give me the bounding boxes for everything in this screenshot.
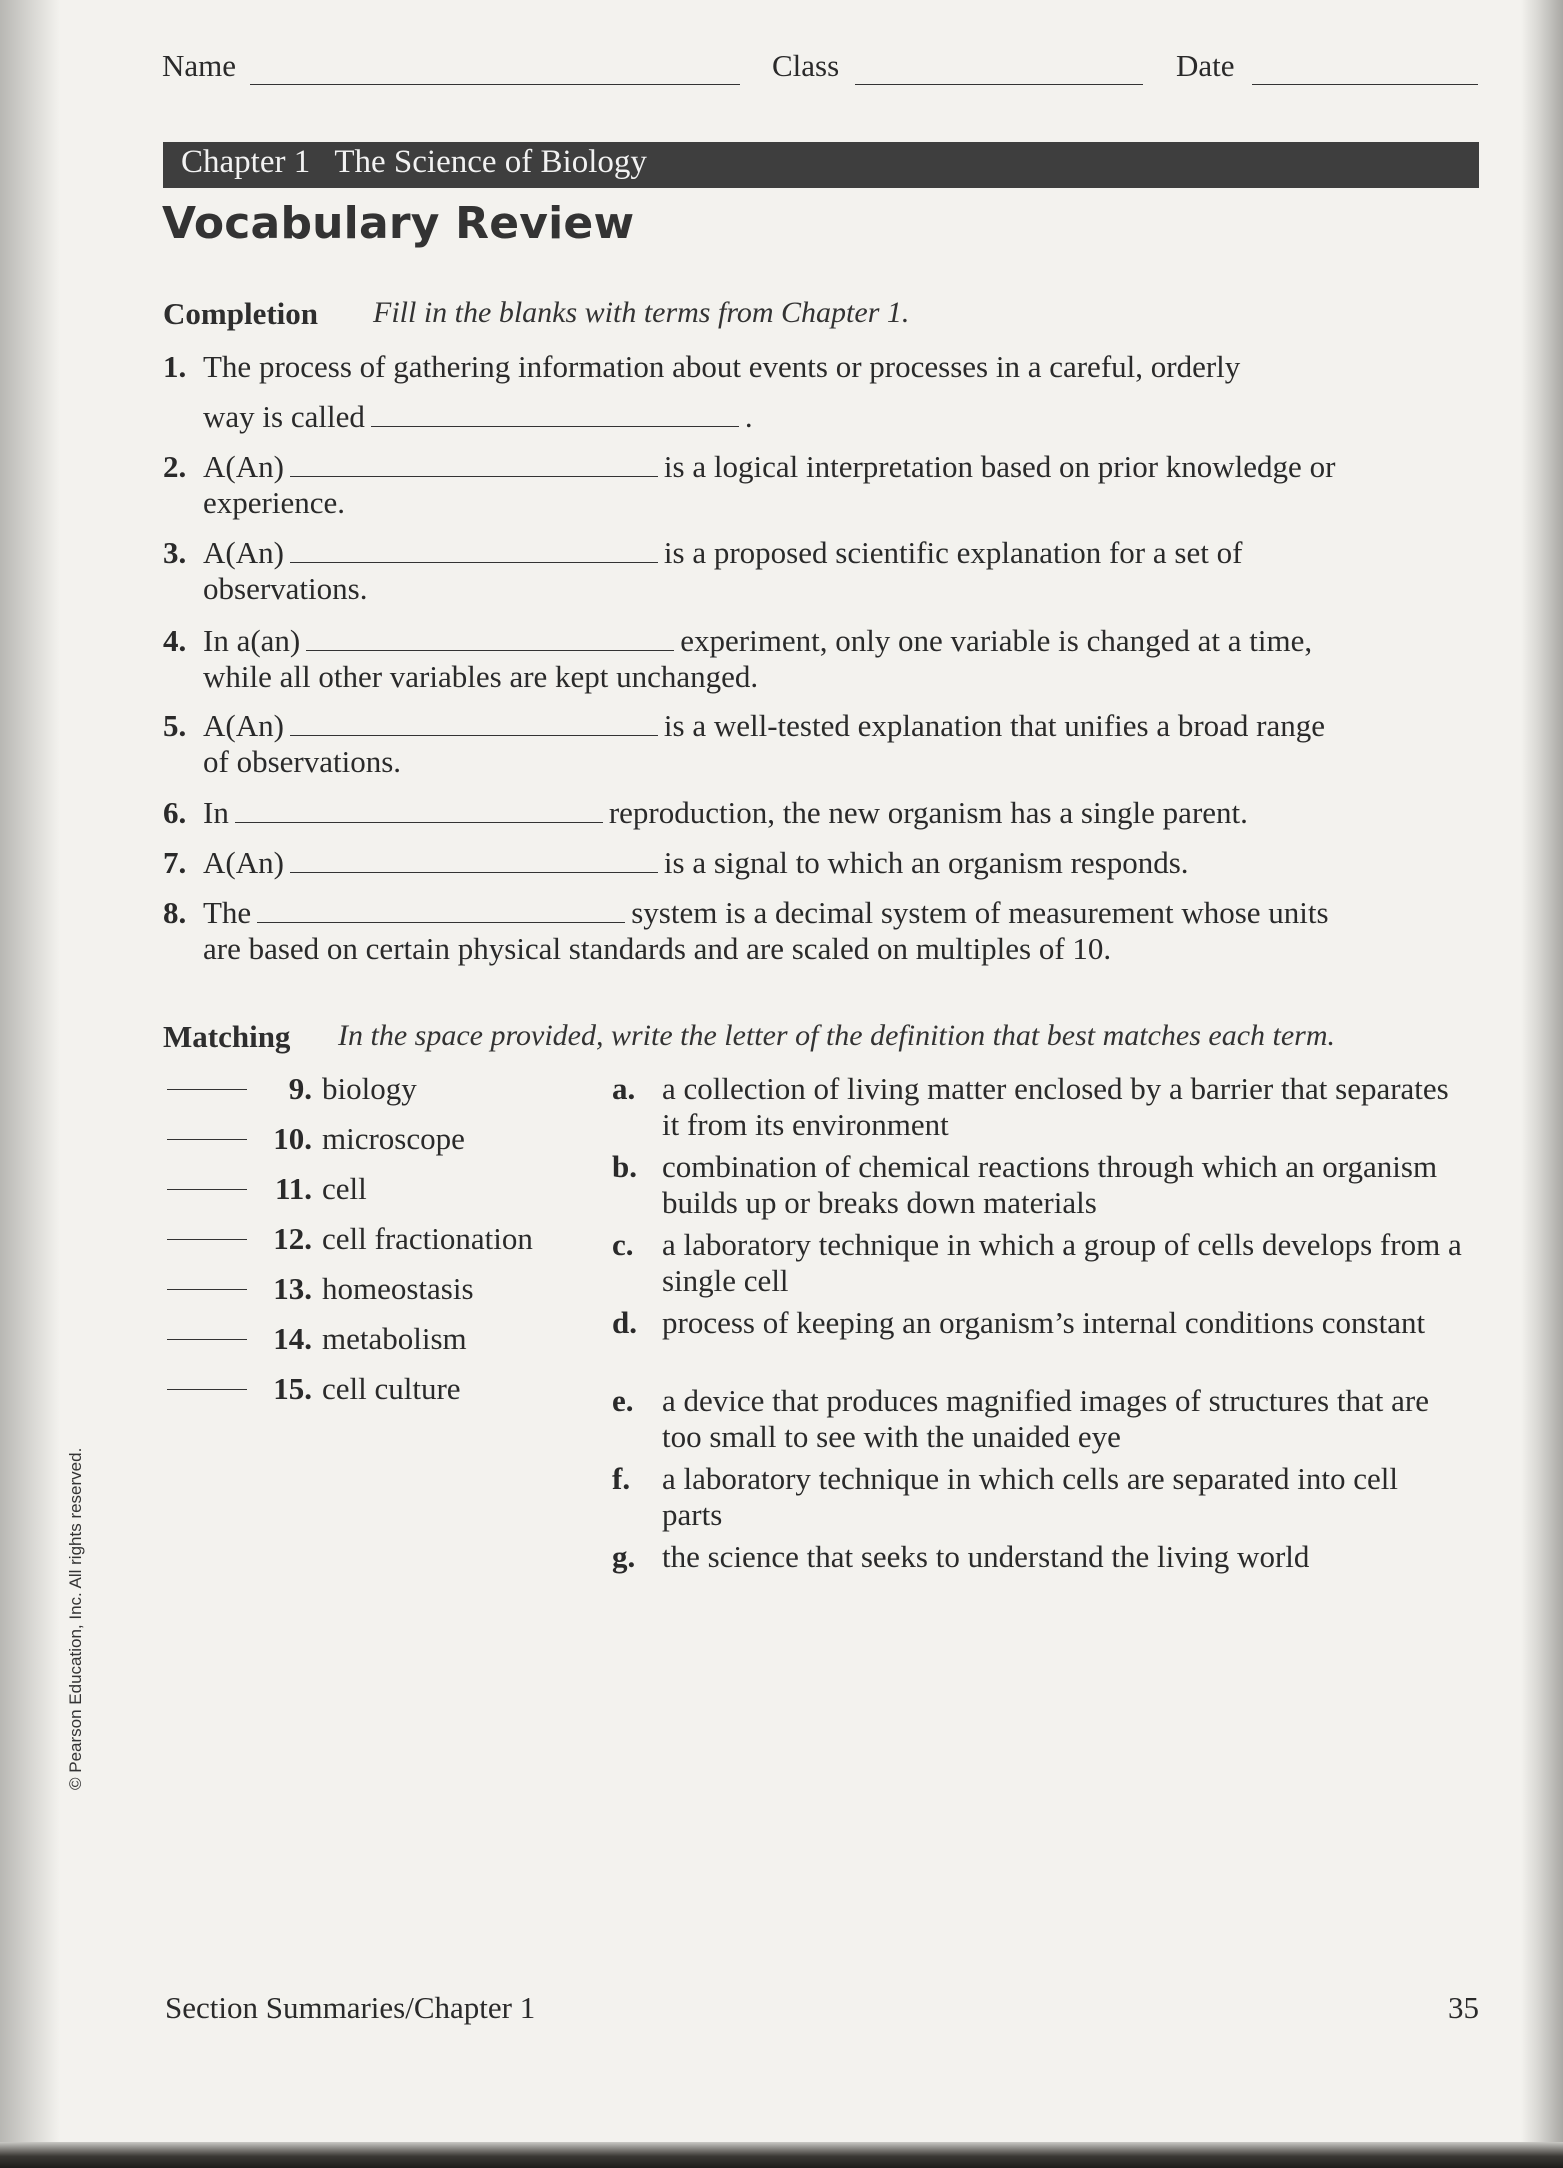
item-text: way is called xyxy=(203,399,365,434)
completion-instruction: Fill in the blanks with terms from Chapter 1. xyxy=(373,296,910,329)
term-number: 9. xyxy=(288,1071,312,1106)
item-text: while all other variables are kept unchanged. xyxy=(203,659,759,694)
item-number: 8. xyxy=(163,895,187,930)
term-label: metabolism xyxy=(322,1321,467,1356)
item-number: 3. xyxy=(163,535,187,570)
item-text: is a signal to which an organism responds. xyxy=(663,845,1189,880)
answer-blank[interactable] xyxy=(290,850,658,873)
item-text: A(An) xyxy=(203,449,284,484)
item-number: 6. xyxy=(163,795,187,830)
answer-blank[interactable] xyxy=(167,1239,247,1240)
page-edge-bottom xyxy=(0,2142,1563,2168)
item-line-1 xyxy=(203,708,1325,744)
item-line-2 xyxy=(203,399,753,435)
definition-text: a laboratory technique in which cells are separated into cell parts xyxy=(662,1461,1398,1532)
answer-blank[interactable] xyxy=(167,1139,247,1140)
class-label: Class xyxy=(772,48,840,83)
definition-letter: d. xyxy=(612,1305,637,1340)
date-label: Date xyxy=(1176,48,1235,83)
item-line-1 xyxy=(203,535,1242,571)
definition-letter: g. xyxy=(612,1539,636,1574)
item-line-1 xyxy=(203,449,1335,485)
answer-blank[interactable] xyxy=(306,628,674,651)
item-text: experience. xyxy=(203,485,345,520)
answer-blank[interactable] xyxy=(167,1189,247,1190)
definition-letter: c. xyxy=(612,1227,634,1262)
item-text: The process of gathering information about events or processes in a careful, orderly xyxy=(203,349,1241,384)
item-text: is a logical interpretation based on prior knowledge or xyxy=(663,449,1336,484)
item-number: 1. xyxy=(163,349,187,384)
item-text: In xyxy=(203,795,229,830)
item-text: observations. xyxy=(203,571,368,606)
item-line-1 xyxy=(203,795,1248,831)
item-text: is a proposed scientific explanation for a set of xyxy=(663,535,1243,570)
chapter-banner-text: Chapter 1 The Science of Biology xyxy=(181,144,647,180)
name-field[interactable] xyxy=(250,84,740,85)
item-text: are based on certain physical standards and are scaled on multiples of 10. xyxy=(203,931,1112,966)
term-number: 12. xyxy=(273,1221,312,1256)
answer-blank[interactable] xyxy=(167,1389,247,1390)
answer-blank[interactable] xyxy=(371,404,739,427)
footer-section-label: Section Summaries/Chapter 1 xyxy=(165,1990,536,2025)
item-text: of observations. xyxy=(203,744,402,779)
definition-text: a laboratory technique in which a group of cells develops from a single cell xyxy=(662,1227,1462,1298)
item-text: reproduction, the new organism has a single parent. xyxy=(608,795,1248,830)
term-number: 14. xyxy=(273,1321,312,1356)
completion-heading: Completion xyxy=(163,296,318,331)
item-text: A(An) xyxy=(203,708,284,743)
definition-text: the science that seeks to understand the living world xyxy=(662,1539,1310,1574)
definition-text: a device that produces magnified images of structures that are too small to see with the unaided eye xyxy=(662,1383,1429,1454)
chapter-banner xyxy=(163,142,1479,188)
item-text: system is a decimal system of measurement whose units xyxy=(631,895,1329,930)
item-text: The xyxy=(203,895,252,930)
answer-blank[interactable] xyxy=(167,1339,247,1340)
matching-heading: Matching xyxy=(163,1019,291,1054)
definition-letter: f. xyxy=(612,1461,631,1496)
term-label: cell xyxy=(322,1171,367,1206)
definition-letter: a. xyxy=(612,1071,636,1106)
term-label: biology xyxy=(322,1071,417,1106)
item-text: is a well-tested explanation that unifies a broad range xyxy=(663,708,1326,743)
term-label: cell fractionation xyxy=(322,1221,533,1256)
definition-text: a collection of living matter enclosed by a barrier that separates it from its environment xyxy=(662,1071,1449,1142)
name-label: Name xyxy=(162,48,237,83)
copyright-notice: © Pearson Education, Inc. All rights reserved. xyxy=(66,1447,85,1790)
definition-text: process of keeping an organism’s internal conditions constant xyxy=(662,1305,1426,1340)
page-edge-right xyxy=(1521,0,1563,2168)
answer-blank[interactable] xyxy=(167,1089,247,1090)
item-number: 4. xyxy=(163,623,187,658)
term-number: 13. xyxy=(273,1271,312,1306)
answer-blank[interactable] xyxy=(167,1289,247,1290)
item-text: A(An) xyxy=(203,845,284,880)
item-text: In a(an) xyxy=(203,623,301,658)
page-edge-left xyxy=(0,0,60,2168)
term-label: cell culture xyxy=(322,1371,461,1406)
item-line-1 xyxy=(203,895,1329,931)
page-number: 35 xyxy=(1448,1990,1479,2025)
item-number: 5. xyxy=(163,708,187,743)
item-number: 2. xyxy=(163,449,187,484)
item-line-1 xyxy=(203,623,1312,659)
item-text: experiment, only one variable is changed at a time, xyxy=(680,623,1313,658)
definition-letter: e. xyxy=(612,1383,634,1418)
item-line-1 xyxy=(203,845,1189,881)
answer-blank[interactable] xyxy=(257,900,625,923)
answer-blank[interactable] xyxy=(290,454,658,477)
term-number: 15. xyxy=(273,1371,312,1406)
date-field[interactable] xyxy=(1252,84,1478,85)
item-text: A(An) xyxy=(203,535,284,570)
term-number: 11. xyxy=(274,1171,312,1206)
term-label: microscope xyxy=(322,1121,465,1156)
answer-blank[interactable] xyxy=(235,800,603,823)
term-number: 10. xyxy=(273,1121,312,1156)
answer-blank[interactable] xyxy=(290,713,658,736)
item-text: . xyxy=(744,399,753,434)
definition-letter: b. xyxy=(612,1149,637,1184)
matching-instruction: In the space provided, write the letter of the definition that best matches each term. xyxy=(338,1019,1336,1052)
class-field[interactable] xyxy=(855,84,1143,85)
item-number: 7. xyxy=(163,845,187,880)
definition-text: combination of chemical reactions through which an organism builds up or breaks down materials xyxy=(662,1149,1438,1220)
term-label: homeostasis xyxy=(322,1271,474,1306)
page-title: Vocabulary Review xyxy=(162,198,635,249)
answer-blank[interactable] xyxy=(290,540,658,563)
